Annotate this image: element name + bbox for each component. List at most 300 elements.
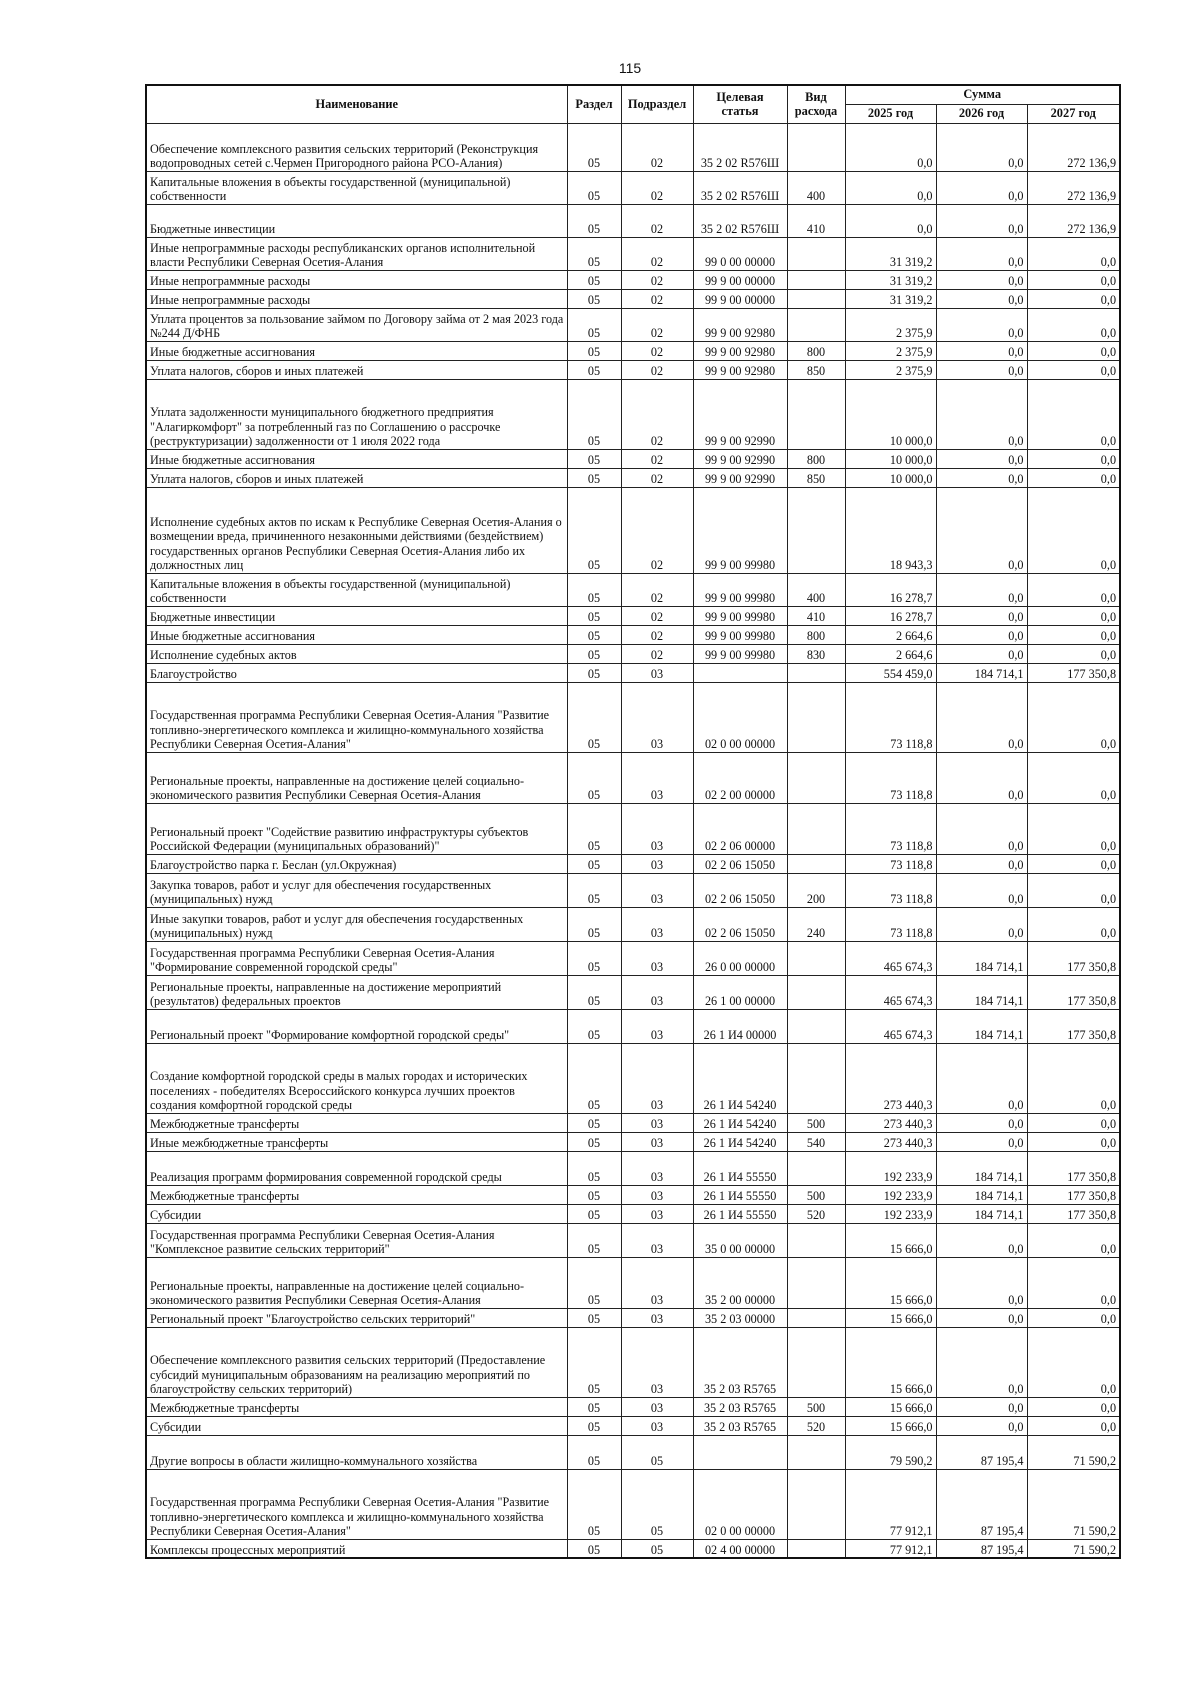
cell-2027: 0,0 (1027, 682, 1120, 752)
cell-razdel: 05 (567, 468, 621, 487)
cell-podrazdel: 02 (621, 449, 693, 468)
cell-podrazdel: 02 (621, 341, 693, 360)
cell-2025: 2 375,9 (845, 360, 936, 379)
cell-razdel: 05 (567, 1397, 621, 1416)
cell-2026: 0,0 (936, 1397, 1027, 1416)
cell-expense-type: 500 (787, 1113, 845, 1132)
cell-name: Исполнение судебных актов (146, 644, 567, 663)
cell-podrazdel: 03 (621, 803, 693, 854)
cell-razdel: 05 (567, 360, 621, 379)
header-sum: Сумма (845, 85, 1120, 104)
cell-razdel: 05 (567, 1416, 621, 1435)
cell-2026: 184 714,1 (936, 1151, 1027, 1185)
cell-2027: 0,0 (1027, 1257, 1120, 1308)
cell-name: Комплексы процессных мероприятий (146, 1539, 567, 1558)
cell-podrazdel: 05 (621, 1469, 693, 1539)
cell-razdel: 05 (567, 606, 621, 625)
cell-target-article: 26 1 И4 55550 (693, 1204, 787, 1223)
table-row (146, 171, 1120, 204)
cell-podrazdel: 02 (621, 308, 693, 341)
cell-razdel: 05 (567, 752, 621, 803)
cell-razdel: 05 (567, 682, 621, 752)
cell-target-article: 02 0 00 00000 (693, 1469, 787, 1539)
cell-razdel: 05 (567, 1308, 621, 1327)
cell-2026: 0,0 (936, 270, 1027, 289)
cell-target-article: 26 1 00 00000 (693, 975, 787, 1009)
cell-2025: 73 118,8 (845, 873, 936, 907)
cell-2025: 73 118,8 (845, 752, 936, 803)
cell-2025: 15 666,0 (845, 1416, 936, 1435)
table-row (146, 606, 1120, 625)
cell-razdel: 05 (567, 1435, 621, 1469)
cell-razdel: 05 (567, 1113, 621, 1132)
cell-razdel: 05 (567, 573, 621, 606)
cell-2027: 177 350,8 (1027, 663, 1120, 682)
table-body (146, 123, 1120, 1558)
cell-name: Закупка товаров, работ и услуг для обеспечения государственных (муниципальных) нужд (146, 873, 567, 907)
cell-2026: 0,0 (936, 468, 1027, 487)
cell-target-article: 99 9 00 92990 (693, 379, 787, 449)
cell-expense-type (787, 1327, 845, 1397)
cell-2026: 0,0 (936, 1223, 1027, 1257)
cell-expense-type (787, 1435, 845, 1469)
cell-2026: 0,0 (936, 752, 1027, 803)
cell-name: Бюджетные инвестиции (146, 606, 567, 625)
table-row (146, 204, 1120, 237)
table-row (146, 975, 1120, 1009)
cell-2026: 184 714,1 (936, 1185, 1027, 1204)
cell-razdel: 05 (567, 663, 621, 682)
cell-2026: 0,0 (936, 123, 1027, 171)
cell-2027: 0,0 (1027, 873, 1120, 907)
cell-name: Субсидии (146, 1204, 567, 1223)
cell-2025: 192 233,9 (845, 1204, 936, 1223)
cell-2025: 2 664,6 (845, 644, 936, 663)
cell-name: Реализация программ формирования современной городской среды (146, 1151, 567, 1185)
cell-podrazdel: 02 (621, 289, 693, 308)
cell-2026: 0,0 (936, 171, 1027, 204)
table-row (146, 1469, 1120, 1539)
cell-2027: 177 350,8 (1027, 1151, 1120, 1185)
cell-2025: 73 118,8 (845, 682, 936, 752)
cell-podrazdel: 03 (621, 1257, 693, 1308)
cell-name: Иные бюджетные ассигнования (146, 625, 567, 644)
cell-target-article: 99 9 00 99980 (693, 606, 787, 625)
cell-podrazdel: 02 (621, 468, 693, 487)
cell-expense-type: 800 (787, 341, 845, 360)
cell-name: Уплата задолженности муниципального бюджетного предприятия "Алагиркомфорт" за потребленный газ по Соглашению о рассрочке (реструктуризации) задолженности от 1 июля 2022 года (146, 379, 567, 449)
cell-2026: 0,0 (936, 308, 1027, 341)
cell-2027: 0,0 (1027, 308, 1120, 341)
cell-2026: 184 714,1 (936, 1204, 1027, 1223)
cell-name: Региональные проекты, направленные на достижение целей социально-экономического развития Республики Северная Осетия-Алания (146, 1257, 567, 1308)
cell-name: Уплата налогов, сборов и иных платежей (146, 468, 567, 487)
cell-2025: 16 278,7 (845, 573, 936, 606)
cell-expense-type (787, 123, 845, 171)
cell-2025: 15 666,0 (845, 1397, 936, 1416)
table-row (146, 289, 1120, 308)
cell-razdel: 05 (567, 487, 621, 573)
cell-2026: 0,0 (936, 1257, 1027, 1308)
cell-2027: 0,0 (1027, 606, 1120, 625)
cell-name: Иные непрограммные расходы (146, 289, 567, 308)
cell-expense-type (787, 682, 845, 752)
cell-razdel: 05 (567, 379, 621, 449)
cell-2027: 177 350,8 (1027, 941, 1120, 975)
cell-name: Иные бюджетные ассигнования (146, 341, 567, 360)
cell-expense-type (787, 941, 845, 975)
cell-expense-type: 240 (787, 907, 845, 941)
cell-2027: 71 590,2 (1027, 1469, 1120, 1539)
cell-razdel: 05 (567, 1132, 621, 1151)
cell-name: Благоустройство (146, 663, 567, 682)
cell-2025: 465 674,3 (845, 1009, 936, 1043)
cell-expense-type: 850 (787, 360, 845, 379)
table-row (146, 803, 1120, 854)
table-row (146, 873, 1120, 907)
cell-razdel: 05 (567, 873, 621, 907)
cell-2025: 15 666,0 (845, 1308, 936, 1327)
cell-expense-type: 520 (787, 1204, 845, 1223)
cell-name: Капитальные вложения в объекты государственной (муниципальной) собственности (146, 573, 567, 606)
cell-target-article: 99 9 00 92980 (693, 341, 787, 360)
cell-2026: 0,0 (936, 379, 1027, 449)
cell-target-article: 02 2 06 15050 (693, 854, 787, 873)
cell-2025: 16 278,7 (845, 606, 936, 625)
table-row (146, 752, 1120, 803)
cell-target-article: 26 1 И4 54240 (693, 1132, 787, 1151)
cell-expense-type: 850 (787, 468, 845, 487)
table-row (146, 1539, 1120, 1558)
cell-expense-type: 410 (787, 606, 845, 625)
cell-expense-type (787, 487, 845, 573)
table-row (146, 1185, 1120, 1204)
cell-name: Государственная программа Республики Северная Осетия-Алания "Комплексное развитие сельских территорий" (146, 1223, 567, 1257)
cell-target-article: 35 2 03 R5765 (693, 1397, 787, 1416)
cell-2025: 10 000,0 (845, 379, 936, 449)
cell-2027: 0,0 (1027, 341, 1120, 360)
cell-expense-type (787, 1043, 845, 1113)
cell-2026: 87 195,4 (936, 1435, 1027, 1469)
cell-2025: 0,0 (845, 204, 936, 237)
cell-podrazdel: 03 (621, 1151, 693, 1185)
cell-2027: 0,0 (1027, 854, 1120, 873)
cell-expense-type (787, 752, 845, 803)
table-row (146, 1257, 1120, 1308)
cell-expense-type: 410 (787, 204, 845, 237)
cell-razdel: 05 (567, 1204, 621, 1223)
cell-razdel: 05 (567, 289, 621, 308)
cell-2025: 465 674,3 (845, 941, 936, 975)
cell-name: Обеспечение комплексного развития сельских территорий (Предоставление субсидий муниципальным образованиям на реализацию мероприятий по благоустройству сельских территорий) (146, 1327, 567, 1397)
cell-podrazdel: 03 (621, 1223, 693, 1257)
cell-target-article: 02 2 00 00000 (693, 752, 787, 803)
table-row (146, 308, 1120, 341)
cell-podrazdel: 03 (621, 682, 693, 752)
table-row (146, 1151, 1120, 1185)
cell-podrazdel: 03 (621, 873, 693, 907)
cell-target-article: 35 2 02 R576Ш (693, 204, 787, 237)
cell-expense-type: 540 (787, 1132, 845, 1151)
table-row (146, 468, 1120, 487)
table-row (146, 1416, 1120, 1435)
cell-2027: 0,0 (1027, 803, 1120, 854)
cell-2025: 2 664,6 (845, 625, 936, 644)
cell-2025: 73 118,8 (845, 803, 936, 854)
table-row (146, 625, 1120, 644)
cell-2027: 0,0 (1027, 573, 1120, 606)
cell-target-article: 02 2 06 00000 (693, 803, 787, 854)
cell-name: Капитальные вложения в объекты государственной (муниципальной) собственности (146, 171, 567, 204)
cell-razdel: 05 (567, 975, 621, 1009)
cell-target-article: 99 9 00 00000 (693, 270, 787, 289)
cell-2027: 0,0 (1027, 449, 1120, 468)
table-row (146, 1308, 1120, 1327)
cell-2025: 77 912,1 (845, 1469, 936, 1539)
cell-podrazdel: 03 (621, 1113, 693, 1132)
cell-razdel: 05 (567, 341, 621, 360)
cell-name: Иные непрограммные расходы (146, 270, 567, 289)
cell-target-article: 35 2 02 R576Ш (693, 171, 787, 204)
cell-razdel: 05 (567, 907, 621, 941)
cell-2026: 0,0 (936, 1308, 1027, 1327)
cell-2026: 0,0 (936, 1113, 1027, 1132)
cell-expense-type (787, 1009, 845, 1043)
cell-2027: 177 350,8 (1027, 1185, 1120, 1204)
cell-podrazdel: 02 (621, 123, 693, 171)
cell-expense-type (787, 975, 845, 1009)
cell-target-article: 26 1 И4 54240 (693, 1113, 787, 1132)
cell-expense-type: 200 (787, 873, 845, 907)
cell-target-article: 99 9 00 99980 (693, 644, 787, 663)
cell-expense-type (787, 270, 845, 289)
cell-razdel: 05 (567, 270, 621, 289)
cell-2025: 73 118,8 (845, 907, 936, 941)
cell-razdel: 05 (567, 123, 621, 171)
cell-razdel: 05 (567, 1151, 621, 1185)
table-row (146, 1435, 1120, 1469)
table-row (146, 379, 1120, 449)
cell-2027: 0,0 (1027, 1327, 1120, 1397)
cell-podrazdel: 02 (621, 644, 693, 663)
header-expense-type: Вид расхода (787, 85, 845, 123)
cell-2027: 0,0 (1027, 1223, 1120, 1257)
cell-target-article: 99 9 00 99980 (693, 487, 787, 573)
budget-table (145, 84, 1121, 1559)
cell-razdel: 05 (567, 1223, 621, 1257)
cell-2025: 0,0 (845, 123, 936, 171)
cell-razdel: 05 (567, 1257, 621, 1308)
header-target-article: Целевая статья (693, 85, 787, 123)
cell-2026: 0,0 (936, 204, 1027, 237)
cell-2026: 0,0 (936, 289, 1027, 308)
cell-2025: 79 590,2 (845, 1435, 936, 1469)
cell-2027: 0,0 (1027, 1113, 1120, 1132)
cell-2027: 177 350,8 (1027, 1204, 1120, 1223)
cell-2025: 10 000,0 (845, 468, 936, 487)
cell-expense-type (787, 308, 845, 341)
cell-name: Обеспечение комплексного развития сельских территорий (Реконструкция водопроводных сетей с.Чермен Пригородного района РСО-Алания) (146, 123, 567, 171)
cell-expense-type (787, 1469, 845, 1539)
table-row (146, 449, 1120, 468)
table-row (146, 644, 1120, 663)
header-2026: 2026 год (936, 104, 1027, 123)
cell-name: Региональный проект "Содействие развитию инфраструктуры субъектов Российской Федерации (муниципальных образований)" (146, 803, 567, 854)
cell-expense-type: 400 (787, 573, 845, 606)
cell-expense-type (787, 289, 845, 308)
cell-2027: 177 350,8 (1027, 975, 1120, 1009)
cell-2027: 0,0 (1027, 1397, 1120, 1416)
cell-target-article: 02 2 06 15050 (693, 873, 787, 907)
cell-2027: 272 136,9 (1027, 204, 1120, 237)
cell-2027: 0,0 (1027, 270, 1120, 289)
cell-2027: 0,0 (1027, 379, 1120, 449)
cell-name: Исполнение судебных актов по искам к Республике Северная Осетия-Алания о возмещении вреда, причиненного незаконными действиями (бездействием) государственных органов Республики Северная Осетия-Алания либо их должностных лиц (146, 487, 567, 573)
cell-razdel: 05 (567, 308, 621, 341)
cell-2026: 0,0 (936, 854, 1027, 873)
table-row (146, 682, 1120, 752)
cell-podrazdel: 03 (621, 1204, 693, 1223)
cell-2027: 0,0 (1027, 752, 1120, 803)
cell-name: Региональный проект "Формирование комфортной городской среды" (146, 1009, 567, 1043)
cell-podrazdel: 03 (621, 1185, 693, 1204)
cell-name: Региональные проекты, направленные на достижение мероприятий (результатов) федеральных проектов (146, 975, 567, 1009)
header-razdel: Раздел (567, 85, 621, 123)
cell-target-article: 99 9 00 99980 (693, 625, 787, 644)
cell-expense-type (787, 379, 845, 449)
table-row (146, 341, 1120, 360)
cell-2027: 272 136,9 (1027, 123, 1120, 171)
cell-podrazdel: 02 (621, 573, 693, 606)
cell-2026: 0,0 (936, 644, 1027, 663)
cell-target-article: 99 9 00 99980 (693, 573, 787, 606)
cell-name: Уплата налогов, сборов и иных платежей (146, 360, 567, 379)
table-row (146, 1113, 1120, 1132)
cell-expense-type (787, 663, 845, 682)
cell-2025: 273 440,3 (845, 1132, 936, 1151)
table-row (146, 237, 1120, 270)
table-row (146, 573, 1120, 606)
cell-podrazdel: 03 (621, 1416, 693, 1435)
cell-expense-type: 800 (787, 449, 845, 468)
cell-podrazdel: 03 (621, 1132, 693, 1151)
cell-2026: 0,0 (936, 1416, 1027, 1435)
cell-razdel: 05 (567, 171, 621, 204)
header-name: Наименование (146, 85, 567, 123)
cell-podrazdel: 02 (621, 204, 693, 237)
page-number: 115 (618, 60, 642, 76)
cell-podrazdel: 05 (621, 1435, 693, 1469)
cell-name: Региональный проект "Благоустройство сельских территорий" (146, 1308, 567, 1327)
table-row (146, 1009, 1120, 1043)
cell-target-article: 99 9 00 92990 (693, 449, 787, 468)
cell-name: Иные бюджетные ассигнования (146, 449, 567, 468)
table-row (146, 270, 1120, 289)
cell-expense-type (787, 1223, 845, 1257)
cell-name: Региональные проекты, направленные на достижение целей социально-экономического развития Республики Северная Осетия-Алания (146, 752, 567, 803)
cell-podrazdel: 03 (621, 1308, 693, 1327)
cell-target-article: 35 2 02 R576Ш (693, 123, 787, 171)
cell-podrazdel: 03 (621, 663, 693, 682)
cell-2027: 71 590,2 (1027, 1539, 1120, 1558)
cell-2027: 272 136,9 (1027, 171, 1120, 204)
cell-target-article: 99 9 00 92980 (693, 308, 787, 341)
cell-expense-type (787, 803, 845, 854)
cell-2025: 73 118,8 (845, 854, 936, 873)
cell-2025: 18 943,3 (845, 487, 936, 573)
cell-2027: 0,0 (1027, 1043, 1120, 1113)
cell-2025: 2 375,9 (845, 308, 936, 341)
cell-target-article: 99 9 00 92980 (693, 360, 787, 379)
cell-2027: 71 590,2 (1027, 1435, 1120, 1469)
cell-2026: 87 195,4 (936, 1469, 1027, 1539)
cell-target-article (693, 1435, 787, 1469)
cell-2026: 0,0 (936, 487, 1027, 573)
cell-2026: 0,0 (936, 682, 1027, 752)
cell-expense-type (787, 854, 845, 873)
table-row (146, 1204, 1120, 1223)
cell-razdel: 05 (567, 1469, 621, 1539)
cell-podrazdel: 03 (621, 1009, 693, 1043)
table-row (146, 1223, 1120, 1257)
cell-2027: 0,0 (1027, 237, 1120, 270)
cell-expense-type: 400 (787, 171, 845, 204)
cell-2027: 0,0 (1027, 1308, 1120, 1327)
cell-podrazdel: 02 (621, 487, 693, 573)
table-row (146, 941, 1120, 975)
table-row (146, 1327, 1120, 1397)
cell-2027: 0,0 (1027, 1132, 1120, 1151)
cell-razdel: 05 (567, 449, 621, 468)
cell-podrazdel: 03 (621, 907, 693, 941)
cell-name: Государственная программа Республики Северная Осетия-Алания "Развитие топливно-энергетического комплекса и жилищно-коммунального хозяйства Республики Северная Осетия-Алания" (146, 682, 567, 752)
cell-2026: 0,0 (936, 237, 1027, 270)
cell-podrazdel: 02 (621, 237, 693, 270)
cell-2027: 0,0 (1027, 625, 1120, 644)
cell-name: Субсидии (146, 1416, 567, 1435)
cell-podrazdel: 02 (621, 360, 693, 379)
cell-target-article: 26 1 И4 55550 (693, 1151, 787, 1185)
cell-name: Межбюджетные трансферты (146, 1397, 567, 1416)
cell-name: Государственная программа Республики Северная Осетия-Алания "Развитие топливно-энергетического комплекса и жилищно-коммунального хозяйства Республики Северная Осетия-Алания" (146, 1469, 567, 1539)
cell-expense-type: 520 (787, 1416, 845, 1435)
cell-name: Благоустройство парка г. Беслан (ул.Окружная) (146, 854, 567, 873)
cell-2025: 31 319,2 (845, 289, 936, 308)
cell-2026: 0,0 (936, 1043, 1027, 1113)
cell-expense-type: 800 (787, 625, 845, 644)
cell-2025: 31 319,2 (845, 237, 936, 270)
cell-expense-type (787, 1539, 845, 1558)
cell-2025: 273 440,3 (845, 1043, 936, 1113)
cell-expense-type (787, 237, 845, 270)
cell-expense-type: 830 (787, 644, 845, 663)
cell-target-article: 26 1 И4 55550 (693, 1185, 787, 1204)
cell-2026: 184 714,1 (936, 1009, 1027, 1043)
cell-target-article: 35 2 03 R5765 (693, 1327, 787, 1397)
header-2027: 2027 год (1027, 104, 1120, 123)
cell-2026: 0,0 (936, 625, 1027, 644)
cell-expense-type: 500 (787, 1185, 845, 1204)
cell-2026: 0,0 (936, 873, 1027, 907)
cell-razdel: 05 (567, 1539, 621, 1558)
cell-name: Иные непрограммные расходы республиканских органов исполнительной власти Республики Северная Осетия-Алания (146, 237, 567, 270)
table-row (146, 1397, 1120, 1416)
cell-target-article: 99 0 00 00000 (693, 237, 787, 270)
cell-name: Бюджетные инвестиции (146, 204, 567, 237)
cell-2026: 0,0 (936, 360, 1027, 379)
cell-target-article: 26 0 00 00000 (693, 941, 787, 975)
cell-2025: 31 319,2 (845, 270, 936, 289)
